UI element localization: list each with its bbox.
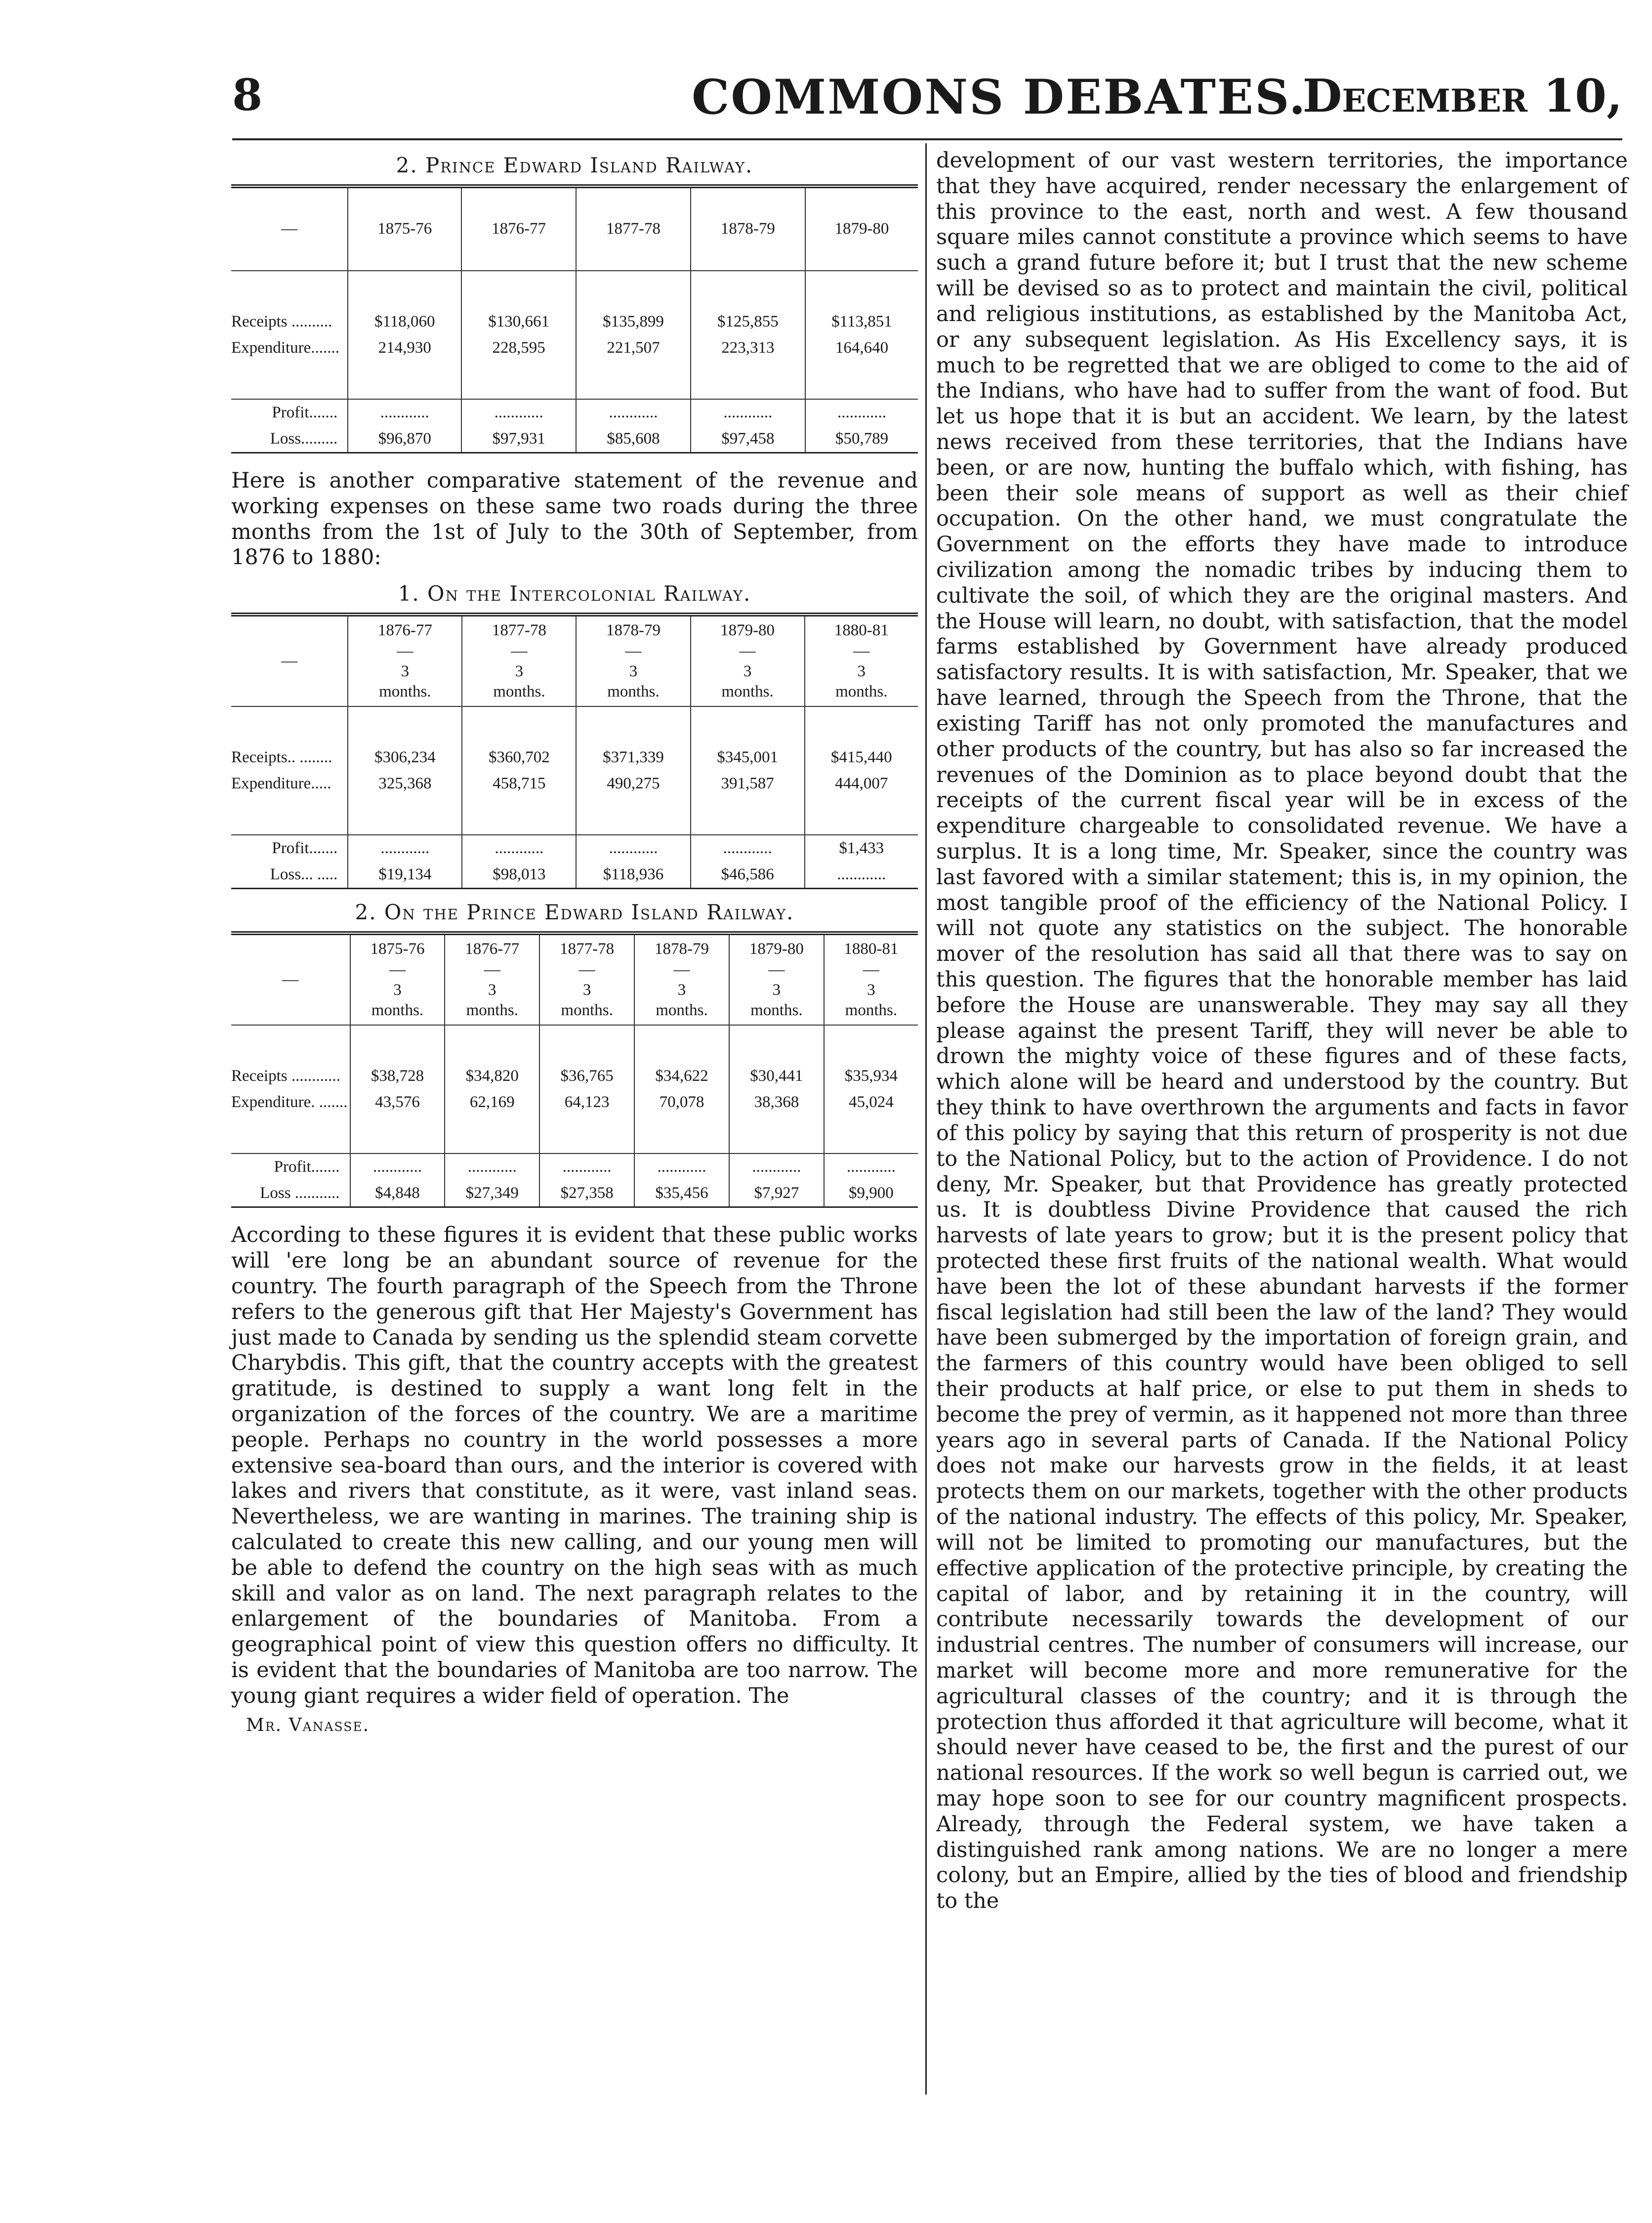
table2-col-header: 1880-81 — 3 months. xyxy=(805,617,918,706)
table-cell: $371,339 xyxy=(576,744,690,771)
table-cell: 444,007 xyxy=(805,771,918,797)
table-cell: 38,368 xyxy=(729,1089,824,1115)
row-label: Receipts ............ xyxy=(231,1067,340,1085)
page-number: 8 xyxy=(232,69,263,121)
table3-col-header: 1878-79 — 3 months. xyxy=(634,935,729,1025)
table3-spacer xyxy=(231,1115,918,1153)
table-cell: 164,640 xyxy=(805,335,918,361)
table-cell: ............ xyxy=(805,862,918,889)
left-column xyxy=(231,148,918,1735)
right-column xyxy=(936,148,1628,1914)
table-cell: ............ xyxy=(445,1153,539,1180)
table-cell: ............ xyxy=(348,835,462,862)
table-cell: ............ xyxy=(576,399,691,426)
table-cell: ............ xyxy=(691,399,805,426)
row-label: Receipts .......... xyxy=(231,313,332,330)
table3 xyxy=(231,935,918,1208)
table-cell: $27,358 xyxy=(539,1180,634,1207)
publication-title: COMMONS DEBATES. xyxy=(692,69,1307,125)
table-cell: ............ xyxy=(805,399,918,426)
table-row xyxy=(231,1153,918,1180)
table-cell: $130,661 xyxy=(461,309,576,335)
table3-header-row xyxy=(231,935,918,1025)
table-row xyxy=(231,335,918,361)
table-cell: $1,433 xyxy=(805,835,918,862)
table-row xyxy=(231,1089,918,1115)
table-cell: ............ xyxy=(539,1153,634,1180)
row-label: Receipts.. ........ xyxy=(231,748,332,767)
row-label: Loss ........... xyxy=(231,1180,350,1207)
row-label: Profit....... xyxy=(231,399,348,426)
table-row xyxy=(231,771,918,797)
table1-col-header: 1876-77 xyxy=(461,188,576,271)
row-label: Loss......... xyxy=(231,426,348,453)
table-cell: 70,078 xyxy=(634,1089,729,1115)
table1-title: 2. Prince Edward Island Railway. xyxy=(396,153,753,177)
table-cell: $97,931 xyxy=(461,426,576,453)
table2-spacer xyxy=(231,797,918,835)
row-label: Loss... ..... xyxy=(231,862,348,889)
table-cell: ............ xyxy=(691,835,805,862)
table-cell: $46,586 xyxy=(691,862,805,889)
table2-corner: — xyxy=(231,617,348,706)
table-cell: ............ xyxy=(824,1153,918,1180)
table-cell: 214,930 xyxy=(348,335,461,361)
table3-corner: — xyxy=(231,935,350,1025)
table-row xyxy=(231,309,918,335)
table3-col-header: 1877-78 — 3 months. xyxy=(539,935,634,1025)
table-cell: $345,001 xyxy=(691,744,805,771)
table2-spacer xyxy=(231,706,918,744)
table-row xyxy=(231,399,918,426)
table3-title: 2. On the Prince Edward Island Railway. xyxy=(355,900,794,925)
table-cell: $97,458 xyxy=(691,426,805,453)
table-cell: 64,123 xyxy=(539,1089,634,1115)
table-cell: ............ xyxy=(350,1153,445,1180)
table-cell: $118,060 xyxy=(348,309,461,335)
table3-col-header: 1880-81 — 3 months. xyxy=(824,935,918,1025)
row-label: Profit....... xyxy=(231,1153,350,1180)
table-cell: $34,820 xyxy=(445,1063,539,1089)
paragraph: Here is another comparative statement of the revenue and working expenses on these same two roads during the three months from the 1st of July to the 30th of September, from 1876 to 1880: xyxy=(231,468,918,570)
page-header xyxy=(232,54,1622,138)
table-cell: 45,024 xyxy=(824,1089,918,1115)
table-cell: $85,608 xyxy=(576,426,691,453)
column-divider xyxy=(925,143,927,2095)
row-label: Expenditure..... xyxy=(231,775,331,793)
table-cell: $125,855 xyxy=(691,309,805,335)
table-cell: $50,789 xyxy=(805,426,918,453)
table-cell: $35,456 xyxy=(634,1180,729,1207)
table-cell: $360,702 xyxy=(462,744,576,771)
table-cell: 223,313 xyxy=(691,335,805,361)
table-cell: $96,870 xyxy=(348,426,461,453)
table-cell: $7,927 xyxy=(729,1180,824,1207)
table-cell: ............ xyxy=(461,399,576,426)
table-cell: $306,234 xyxy=(348,744,462,771)
table2-title: 1. On the Intercolonial Railway. xyxy=(398,581,751,606)
table-cell: 325,368 xyxy=(348,771,462,797)
table-cell: $35,934 xyxy=(824,1063,918,1089)
table-row xyxy=(231,426,918,453)
table2 xyxy=(231,617,918,889)
table3-col-header: 1876-77 — 3 months. xyxy=(445,935,539,1025)
table-cell: ............ xyxy=(634,1153,729,1180)
table-cell: ............ xyxy=(576,835,690,862)
table-cell: $19,134 xyxy=(348,862,462,889)
row-label: Expenditure....... xyxy=(231,339,340,357)
table3-col-header: 1875-76 — 3 months. xyxy=(350,935,445,1025)
table3-col-header: 1879-80 — 3 months. xyxy=(729,935,824,1025)
table-cell: ............ xyxy=(729,1153,824,1180)
table1-top-rule xyxy=(231,184,918,188)
table-cell: $135,899 xyxy=(576,309,691,335)
table-cell: 228,595 xyxy=(461,335,576,361)
table-cell: $4,848 xyxy=(350,1180,445,1207)
table2-col-header: 1876-77 — 3 months. xyxy=(348,617,462,706)
table-cell: $9,900 xyxy=(824,1180,918,1207)
page-date: December 10, xyxy=(1302,69,1622,123)
table-cell: 490,275 xyxy=(576,771,690,797)
table1-col-header: 1875-76 xyxy=(348,188,461,271)
table-cell: $36,765 xyxy=(539,1063,634,1089)
paragraph: development of our vast western territories, the importance that they have acquired, render necessary the enlargement of this province to the east, north and west. A few thousand square miles cannot constitute a province which seems to have such a grand future before it; but I trust that the new scheme will be devised so as to protect and maintain the civil, political and religious institutions, as established by the Manitoba Act, or any subsequent legislation. As His Excellency says, it is much to be regretted that we are obliged to come to the aid of the Indians, who have had to suffer from the want of food. But let us hope that it is but an accident. We learn, by the latest news received from these territories, that the Indians have been, or are now, hunting the buffalo which, with fishing, has been their sole means of support as well as their chief occupation. On the other hand, we must congratulate the Government on the efforts they have made to introduce civilization among the nomadic tribes by inducing them to cultivate the soil, of which they are the original masters. And the House will learn, no doubt, with satisfaction, that the model farms established by Government have already produced satisfactory results. It is with satisfaction, Mr. Speaker, that we have learned, through the Speech from the Throne, that the existing Tariff has not only promoted the manufactures and other products of the country, but has also so far increased the revenues of the Dominion as to place beyond doubt that the receipts of the current fiscal year will be in excess of the expenditure chargeable to consolidated revenue. We have a surplus. It is a long time, Mr. Speaker, since the country was last favored with a similar statement; this is, in my opinion, the most tangible proof of the efficiency of the National Policy. I will not quote any statistics on the subject. The honorable mover of the resolution has said all that there was to say on this question. The figures that the honorable member has laid before the House are unanswerable. They may say all they please against the present Tariff, they will never be able to drown the mighty voice of these figures and of these facts, which alone will be heard and understood by the country. But they think to have overthrown the arguments and facts in favor of this policy by saying that this return of prosperity is not due to the National Policy, but to the action of Providence. I do not deny, Mr. Speaker, but that Providence has greatly protected us. It is doubtless Divine Providence that caused the rich harvests of late years to grow; but it is the present policy that protected these first fruits of the national wealth. What would have been the lot of these abundant harvests if the former fiscal legislation had still been the law of the land? They would have been submerged by the importation of foreign grain, and the farmers of this country would have been obliged to sell their products at half price, or else to put them in sheds to become the prey of vermin, as it happened not more than three years ago in several parts of Canada. If the National Policy does not make our harvests grow in the fields, it at least protects them on our markets, together with the other products of the national industry. The effects of this policy, Mr. Speaker, will not be limited to promoting our manufactures, but the effective application of the protective principle, by creating the capital of labor, and by retaining it in the country, will contribute necessarily towards the development of our industrial centres. The number of consumers will increase, our market will become more and more remunerative for the agricultural classes of the country; and it is through the protection thus afforded it that agriculture will become, what it should never have ceased to be, the first and the purest of our national resources. If the work so well begun is carried out, we may hope soon to see for our country magnificent prospects. Already, through the Federal system, we have taken a distinguished rank among nations. We are no longer a mere colony, but an Empire, allied by the ties of blood and friendship to the xyxy=(936,148,1628,1914)
table-cell: $38,728 xyxy=(350,1063,445,1089)
table1-spacer xyxy=(231,361,918,399)
table-row xyxy=(231,1180,918,1207)
table-cell: $113,851 xyxy=(805,309,918,335)
table1 xyxy=(231,188,918,453)
table2-header-row xyxy=(231,617,918,706)
speaker-signature: Mr. Vanasse. xyxy=(246,1715,370,1735)
table-cell: 458,715 xyxy=(462,771,576,797)
row-label: Expenditure. ....... xyxy=(231,1093,348,1112)
table1-header-row xyxy=(231,188,918,271)
table1-col-header: 1878-79 xyxy=(691,188,805,271)
table-cell: 221,507 xyxy=(576,335,691,361)
table-row xyxy=(231,744,918,771)
table2-col-header: 1877-78 — 3 months. xyxy=(462,617,576,706)
table-cell: 62,169 xyxy=(445,1089,539,1115)
table1-spacer xyxy=(231,271,918,309)
table1-col-header: 1877-78 xyxy=(576,188,691,271)
table2-top-rule xyxy=(231,613,918,617)
table-row xyxy=(231,862,918,889)
table-cell: 391,587 xyxy=(691,771,805,797)
table3-spacer xyxy=(231,1025,918,1063)
table-cell: $118,936 xyxy=(576,862,690,889)
row-label: Profit....... xyxy=(231,835,348,862)
table-row xyxy=(231,1063,918,1089)
table-cell: 43,576 xyxy=(350,1089,445,1115)
table-cell: $415,440 xyxy=(805,744,918,771)
table-cell: ............ xyxy=(462,835,576,862)
table1-corner: — xyxy=(231,188,348,271)
table-cell: $27,349 xyxy=(445,1180,539,1207)
table3-top-rule xyxy=(231,931,918,935)
table-cell: $98,013 xyxy=(462,862,576,889)
header-rule xyxy=(232,138,1622,140)
paragraph: According to these figures it is evident that these public works will 'ere long be an abundant source of revenue for the country. The fourth paragraph of the Speech from the Throne refers to the generous gift that Her Majesty's Government has just made to Canada by sending us the splendid steam corvette Charybdis. This gift, that the country accepts with the greatest gratitude, is destined to supply a want long felt in the organization of the forces of the country. We are a maritime people. Perhaps no country in the world possesses a more extensive sea-board than ours, and the interior is covered with lakes and rivers that constitute, as it were, vast inland seas. Nevertheless, we are wanting in marines. The training ship is calculated to create this new calling, and our young men will be able to defend the country on the high seas with as much skill and valor as on land. The next paragraph relates to the enlargement of the boundaries of Manitoba. From a geographical point of view this question offers no difficulty. It is evident that the boundaries of Manitoba are too narrow. The young giant requires a wider field of operation. The xyxy=(231,1223,918,1708)
table2-col-header: 1879-80 — 3 months. xyxy=(691,617,805,706)
table2-col-header: 1878-79 — 3 months. xyxy=(576,617,690,706)
table-cell: $34,622 xyxy=(634,1063,729,1089)
table-row xyxy=(231,835,918,862)
table1-col-header: 1879-80 xyxy=(805,188,918,271)
table-cell: $30,441 xyxy=(729,1063,824,1089)
table-cell: ............ xyxy=(348,399,461,426)
